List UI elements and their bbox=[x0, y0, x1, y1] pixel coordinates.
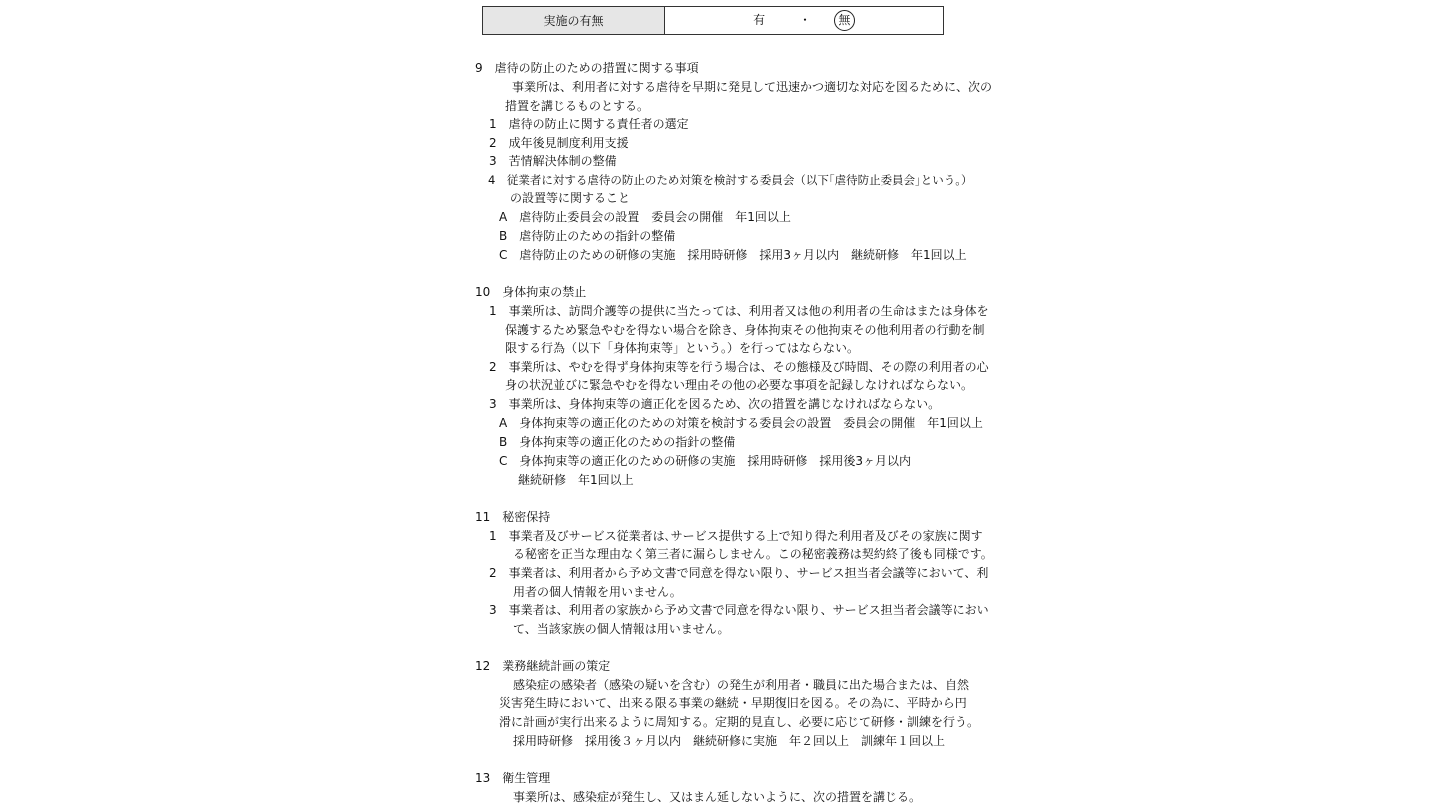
section-10-line: 限する行為（以下「身体拘束等」という。）を行ってはならない。 bbox=[505, 341, 860, 355]
section-11-line: 1 事業者及びサービス従業者は､サービス提供する上で知り得た利用者及びその家族に関す bbox=[489, 529, 983, 543]
section-10-subitem: B 身体拘束等の適正化のための指針の整備 bbox=[499, 435, 736, 449]
section-10-line: 3 事業所は、身体拘束等の適正化を図るため、次の措置を講じなければならない。 bbox=[489, 397, 941, 411]
section-12-line: 採用時研修 採用後３ヶ月以内 継続研修に実施 年２回以上 訓練年１回以上 bbox=[513, 734, 946, 748]
section-10-subitem-continued: 継続研修 年1回以上 bbox=[518, 473, 634, 487]
section-10-line: 1 事業所は、訪問介護等の提供に当たっては、利用者又は他の利用者の生命はまたは身体を bbox=[489, 304, 989, 318]
section-12-title: 12 業務継続計画の策定 bbox=[475, 659, 611, 673]
section-11-line: 2 事業者は、利用者から予め文書で同意を得ない限り、サービス担当者会議等において、利 bbox=[489, 566, 989, 580]
section-11-line: 3 事業者は、利用者の家族から予め文書で同意を得ない限り、サービス担当者会議等におい bbox=[489, 603, 989, 617]
section-10-line: 保護するため緊急やむを得ない場合を除き、身体拘束その他拘束その他利用者の行動を制 bbox=[505, 323, 985, 337]
section-9-subitem: B 虐待防止のための指針の整備 bbox=[499, 229, 676, 243]
section-10-line: 身の状況並びに緊急やむを得ない理由その他の必要な事項を記録しなければならない。 bbox=[505, 378, 974, 392]
section-9-item: 1 虐待の防止に関する責任者の選定 bbox=[489, 117, 689, 131]
section-9-item-continued: の設置等に関すること bbox=[510, 191, 631, 205]
section-12-line: 滑に計画が実行出来るように周知する。定期的見直し、必要に応じて研修・訓練を行う。 bbox=[499, 715, 980, 729]
section-10-subitem: C 身体拘束等の適正化のための研修の実施 採用時研修 採用後3ヶ月以内 bbox=[499, 454, 912, 468]
section-11-line: る秘密を正当な理由なく第三者に漏らしません。この秘密義務は契約終了後も同様です。 bbox=[513, 547, 993, 561]
option-yes: 有 bbox=[753, 13, 766, 27]
section-9-body-line: 措置を講じるものとする。 bbox=[505, 99, 650, 113]
section-9-title: 9 虐待の防止のための措置に関する事項 bbox=[475, 61, 699, 75]
section-9-subitem: A 虐待防止委員会の設置 委員会の開催 年1回以上 bbox=[499, 210, 791, 224]
section-10-title: 10 身体拘束の禁止 bbox=[475, 285, 587, 299]
option-no-circled: 無 bbox=[834, 10, 855, 31]
section-12-line: 感染症の感染者（感染の疑いを含む）の発生が利用者・職員に出た場合または、自然 bbox=[513, 678, 970, 692]
section-13-title: 13 衛生管理 bbox=[475, 771, 551, 785]
section-10-line: 2 事業所は、やむを得ず身体拘束等を行う場合は、その態様及び時間、その際の利用者の心 bbox=[489, 360, 989, 374]
section-11-line: て、当該家族の個人情報は用いません。 bbox=[513, 622, 730, 636]
section-10-subitem: A 身体拘束等の適正化のための対策を検討する委員会の設置 委員会の開催 年1回以上 bbox=[499, 416, 983, 430]
section-11-line: 用者の個人情報を用いません。 bbox=[513, 585, 682, 599]
implementation-label: 実施の有無 bbox=[483, 7, 665, 35]
section-11-title: 11 秘密保持 bbox=[475, 510, 551, 524]
option-separator: ・ bbox=[799, 13, 812, 27]
section-12-line: 災害発生時において、出来る限る事業の継続・早期復旧を図る。その為に、平時から円 bbox=[499, 696, 967, 710]
section-9-body-line: 事業所は、利用者に対する虐待を早期に発見して迅速かつ適切な対応を図るために、次の bbox=[512, 80, 993, 94]
section-9-subitem: C 虐待防止のための研修の実施 採用時研修 採用3ヶ月以内 継続研修 年1回以上 bbox=[499, 248, 967, 262]
implementation-table bbox=[482, 6, 944, 35]
section-9-item: 3 苦情解決体制の整備 bbox=[489, 154, 617, 168]
section-9-item: 4 従業者に対する虐待の防止のため対策を検討する委員会（以下｢虐待防止委員会｣という。） bbox=[488, 173, 973, 187]
section-13-line: 事業所は、感染症が発生し、又はまん延しないように、次の措置を講じる。 bbox=[513, 790, 922, 804]
section-9-item: 2 成年後見制度利用支援 bbox=[489, 136, 629, 150]
implementation-options bbox=[665, 7, 944, 35]
